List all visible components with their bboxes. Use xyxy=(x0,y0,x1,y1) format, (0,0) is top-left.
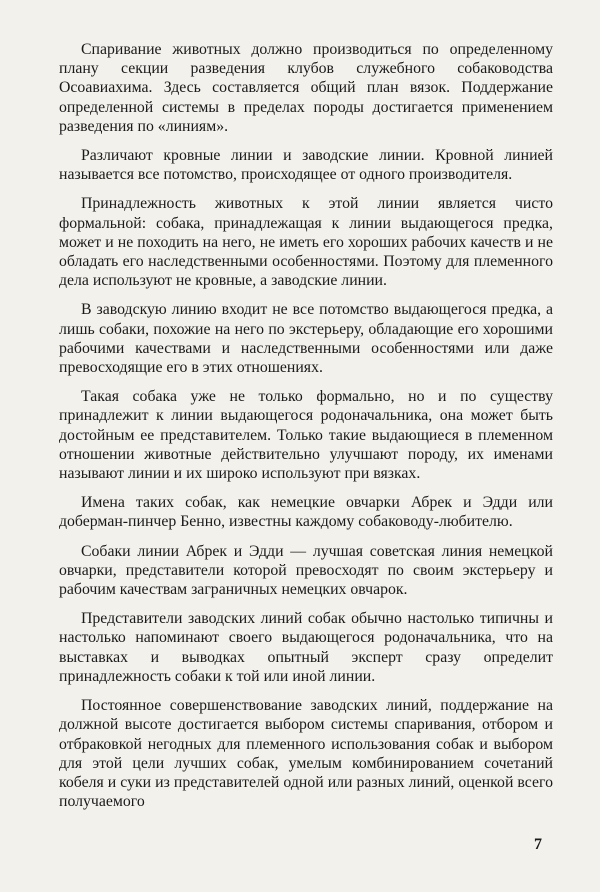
paragraph-5: Такая собака уже не только формально, но и по существу принадлежит к линии выдающегося родоначальника, она может быть достойным ее представителем. Только такие выдающиеся в племенном отношении животные действительно улучшают породу, их именами называют линии и их широко используют при вязках. xyxy=(59,388,553,483)
paragraph-1: Спаривание животных должно производиться по определенному плану секции разведения клубов служебного собаководства Осоавиахима. Здесь составляется общий план вязок. Поддержание определенной системы в пределах породы достигается применением разведения по «линиям». xyxy=(59,41,553,135)
page-number: 7 xyxy=(534,836,542,853)
body-text xyxy=(59,40,553,811)
paragraph-4: В заводскую линию входит не все потомство выдающегося предка, а лишь собаки, похожие на него по экстерьеру, обладающие его хорошими рабочими качествами и наследственными особенностями или даже превосходящие его в этих отношениях. xyxy=(59,301,553,377)
paragraph-8: Представители заводских линий собак обычно настолько типичны и настолько напоминают своего выдающегося родоначальника, что на выставках и выводках опытный эксперт сразу определит принадлежность собаки к той или иной линии. xyxy=(59,610,553,685)
paragraph-9: Постоянное совершенствование заводских линий, поддержание на должной высоте достигается выбором системы спаривания, отбором и отбраковкой негодных для племенного использования собак и выбором для этой цели лучших собак, умелым комбинированием сочетаний кобеля и суки из представителей одной или разных линий, оценкой всего получаемого xyxy=(59,697,553,811)
paragraph-7: Собаки линии Абрек и Эдди — лучшая советская линия немецкой овчарки, представители которой превосходят по своим экстерьеру и рабочим качествам заграничных немецких овчарок. xyxy=(59,542,553,599)
paragraph-2: Различают кровные линии и заводские линии. Кровной линией называется все потомство, происходящее от одного производителя. xyxy=(59,147,553,184)
paragraph-3: Принадлежность животных к этой линии является чисто формальной: собака, принадлежащая к линии выдающегося предка, может и не походить на него, не иметь его хороших рабочих качеств и не обладать его наследственными особенностями. Поэтому для племенного дела используют не кровные, а заводские линии. xyxy=(59,195,553,290)
paragraph-6: Имена таких собак, как немецкие овчарки Абрек и Эдди или доберман-пинчер Бенно, известны каждому собаководу-любителю. xyxy=(59,494,553,531)
